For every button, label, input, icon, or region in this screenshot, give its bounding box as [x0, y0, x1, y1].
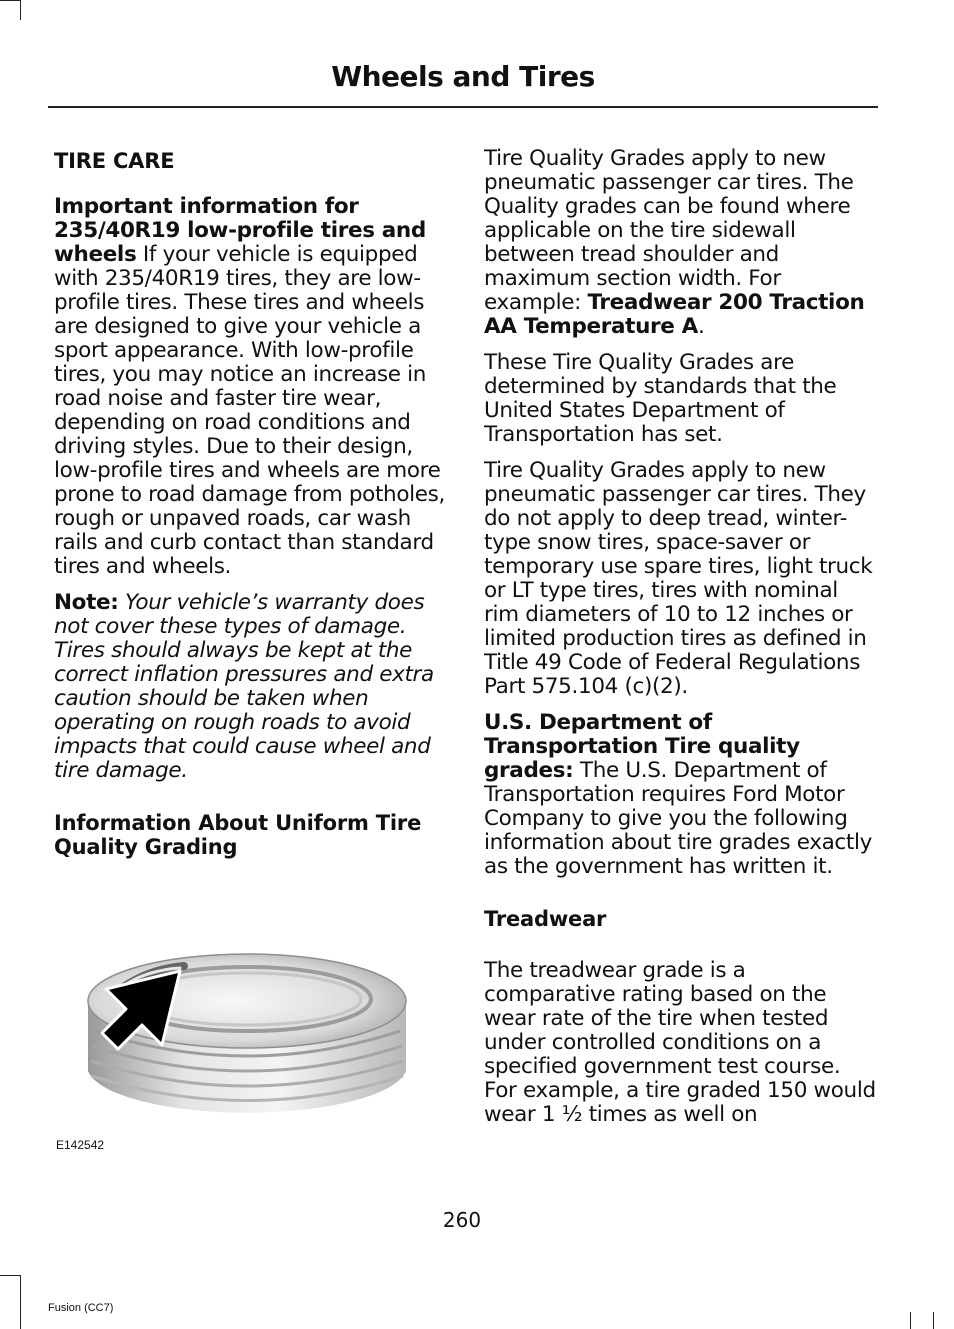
dot-body: The U.S. Department of Transportation requires Ford Motor Company to give you the following information about tire grades exactly as the government has written it. [484, 758, 872, 879]
page-number: 260 [442, 1208, 482, 1232]
dot-heading: U.S. Department of Transportation Tire quality grades: [484, 710, 800, 783]
crop-mark-bottom-left [0, 1275, 20, 1276]
quality-grades-paragraph [484, 147, 876, 339]
note-label: Note: [54, 590, 119, 615]
tire-sidewall-figure [54, 871, 446, 1161]
standards-paragraph: These Tire Quality Grades are determined by standards that the United States Department of Transportation has set. [484, 350, 837, 447]
tire-care-heading: TIRE CARE [54, 149, 175, 173]
footer-model: Fusion (CC7) [48, 1302, 114, 1314]
header-divider [48, 106, 878, 108]
crop-mark-top-left-vertical [20, 0, 21, 20]
quality-grades-example: Treadwear 200 Traction AA Temperature A [484, 290, 865, 339]
note-paragraph [54, 591, 446, 783]
right-column [484, 147, 876, 1139]
figure-code: E142542 [56, 1138, 105, 1152]
crop-mark-bottom-right-2 [910, 1312, 911, 1329]
low-profile-body: If your vehicle is equipped with 235/40R19 tires, they are low-profile tires. These tires and wheels are designed to give your vehicle a sport appearance. With low-profile tires, you may notice an increase in road noise and faster tire wear, depending on road conditions and driving styles. Due to their design, low-profile tires and wheels are more prone to road damage from potholes, rough or unpaved roads, car wash rails and curb contact than standard tires and wheels. [54, 242, 445, 579]
low-profile-paragraph [54, 195, 446, 579]
low-profile-heading: Important information for 235/40R19 low-profile tires and wheels [54, 194, 426, 267]
note-body: Your vehicle’s warranty does not cover these types of damage. Tires should always be kept at the correct inflation pressures and extra caution should be taken when operating on rough roads to avoid impacts that could cause wheel and tire damage. [54, 590, 434, 783]
crop-mark-bottom-right-1 [933, 1312, 934, 1329]
dot-paragraph [484, 711, 876, 879]
crop-mark-bottom-left-vertical [20, 1275, 21, 1329]
crop-mark-top-left [0, 0, 20, 1]
page-header-title: Wheels and Tires [331, 60, 595, 93]
utqg-heading: Information About Uniform Tire Quality Grading [54, 811, 422, 859]
applicability-paragraph: Tire Quality Grades apply to new pneumatic passenger car tires. They do not apply to deep tread, winter-type snow tires, space-saver or temporary use spare tires, light truck or LT type tires, tires with nominal rim diameters of 10 to 12 inches or limited production tires as defined in Title 49 Code of Federal Regulations Part 575.104 (c)(2). [484, 458, 873, 699]
quality-grades-end: . [697, 314, 705, 339]
tire-illustration [54, 871, 446, 1131]
treadwear-heading: Treadwear [484, 907, 607, 931]
left-column [54, 147, 446, 1161]
quality-grades-text: Tire Quality Grades apply to new pneumatic passenger car tires. The Quality grades can be found where applicable on the tire sidewall between tread shoulder and maximum section width. For example: [484, 146, 854, 315]
treadwear-paragraph: The treadwear grade is a comparative rating based on the wear rate of the tire when tested under controlled conditions on a specified government test course. For example, a tire graded 150 would wear 1 ½ times as well on [484, 958, 876, 1127]
